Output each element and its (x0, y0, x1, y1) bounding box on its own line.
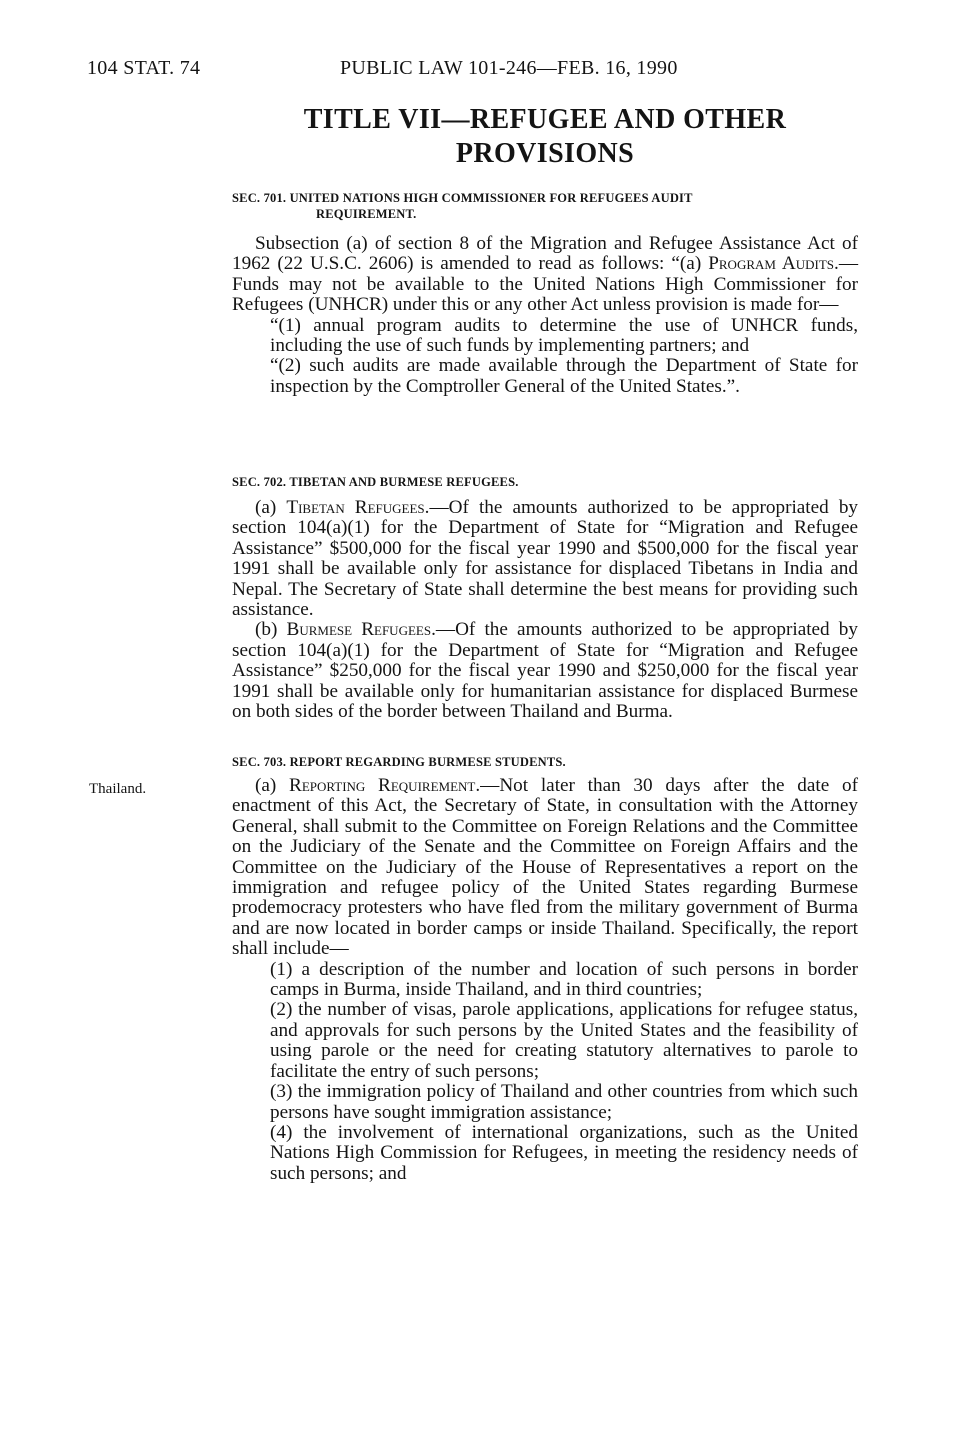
sec-703-a-text: —Not later than 30 days after the date of enactment of this Act, the Secretary of State, in consultation with the Attorney General, shall submit to the Committee on Foreign Relations and the Committee on the Judiciary of the Senate and the Committee on Foreign Affairs and the Committee on the Judiciary of the House of Representatives a report on the immigration and refugee policy of the United States regarding Burmese prodemocracy protesters who have fled from the military government of Burma and are now located in border camps or inside Thailand. Specifically, the report shall include— (232, 775, 858, 960)
sec-703-a-prefix: (a) (255, 775, 290, 796)
title-line-2: PROVISIONS (455, 138, 635, 169)
sec-703-a-caption: Reporting Requirement. (289, 775, 481, 796)
title-line-1: TITLE VII—REFUGEE AND OTHER (303, 104, 787, 135)
sec-701-heading-line-2: REQUIREMENT. (316, 207, 417, 221)
title-heading (232, 103, 858, 171)
sec-703-item-3 (232, 1082, 858, 1123)
sec-702-body (232, 498, 858, 722)
sec-701-heading-line-1: SEC. 701. UNITED NATIONS HIGH COMMISSIONER FOR REFUGEES AUDIT (232, 191, 693, 205)
sec-703-item-4-text: (4) the involvement of international organizations, such as the United Nations High Commission for Refugees, in meeting the residency needs of such persons; and (270, 1121, 858, 1184)
sec-701-item-1 (232, 316, 858, 357)
sec-701-a-text: —Funds may not be available to the United Nations High Commissioner for Refugees (UNHCR) under this or any other Act unless provision is made for— (232, 253, 859, 316)
sec-703-item-3-text: (3) the immigration policy of Thailand and other countries from which such persons have sought immigration assistance; (270, 1081, 858, 1123)
sec-703-item-1 (232, 960, 858, 1001)
sec-701-item-2 (232, 356, 858, 397)
running-header: PUBLIC LAW 101-246—FEB. 16, 1990 (340, 57, 678, 79)
sec-701-a-prefix: “(a) (671, 253, 709, 275)
sec-703-body (232, 776, 858, 1184)
sec-703-heading: SEC. 703. REPORT REGARDING BURMESE STUDENTS. (232, 755, 566, 769)
sec-702-b (232, 620, 858, 722)
sec-702-a-text: —Of the amounts authorized to be appropriated by section 104(a)(1) for the Department of State for “Migration and Refugee Assistance” $500,000 for the fiscal year 1990 and $500,000 for the fiscal year 1991 shall be available only for assistance for displaced Tibetans in India and Nepal. The Secretary of State shall determine the best means for providing such assistance. (232, 497, 859, 621)
sec-703-item-4 (232, 1123, 858, 1184)
sec-703-a (232, 776, 858, 960)
sec-701-item-2-text: “(2) such audits are made available through the Department of State for inspection by the Comptroller General of the United States.”. (270, 355, 858, 397)
sec-702-heading: SEC. 702. TIBETAN AND BURMESE REFUGEES. (232, 475, 519, 489)
sec-702-a-prefix: (a) (255, 497, 287, 518)
sec-701-body (232, 234, 858, 397)
margin-note-thailand: Thailand. (89, 781, 147, 797)
sec-701-heading (232, 190, 862, 222)
sec-701-a-caption: Program Audits. (708, 253, 839, 275)
sec-701-item-1-text: “(1) annual program audits to determine the use of UNHCR funds, including the use of such funds by implementing partners; and (270, 314, 858, 357)
sec-703-item-1-text: (1) a description of the number and location of such persons in border camps in Burma, inside Thailand, and in third countries; (270, 958, 858, 1001)
sec-702-a (232, 498, 858, 620)
sec-702-b-text: —Of the amounts authorized to be appropriated by section 104(a)(1) for the Department of State for “Migration and Refugee Assistance” $250,000 for the fiscal year 1990 and $250,000 for the fiscal year 1991 shall be available only for humanitarian assistance for displaced Burmese on both sides of the border between Thailand and Burma. (232, 619, 858, 723)
sec-703-item-2-text: (2) the number of visas, parole applications, applications for refugee status, and approvals for such persons by the United States and the feasibility of using parole or the need for creating statutory alternatives to parole to facilitate the entry of such persons; (270, 999, 858, 1082)
sec-702-b-caption: Burmese Refugees. (286, 619, 436, 641)
sec-701-intro (232, 234, 858, 316)
sec-702-b-prefix: (b) (255, 619, 287, 641)
page-stat-reference: 104 STAT. 74 (87, 57, 201, 79)
sec-702-a-caption: Tibetan Refugees. (286, 497, 430, 518)
sec-701-intro-text: Subsection (a) of section 8 of the Migration and Refugee Assistance Act of 1962 (22 U.S.C. 2606) is amended to read as follows: (232, 233, 858, 275)
sec-703-item-2 (232, 1000, 858, 1082)
